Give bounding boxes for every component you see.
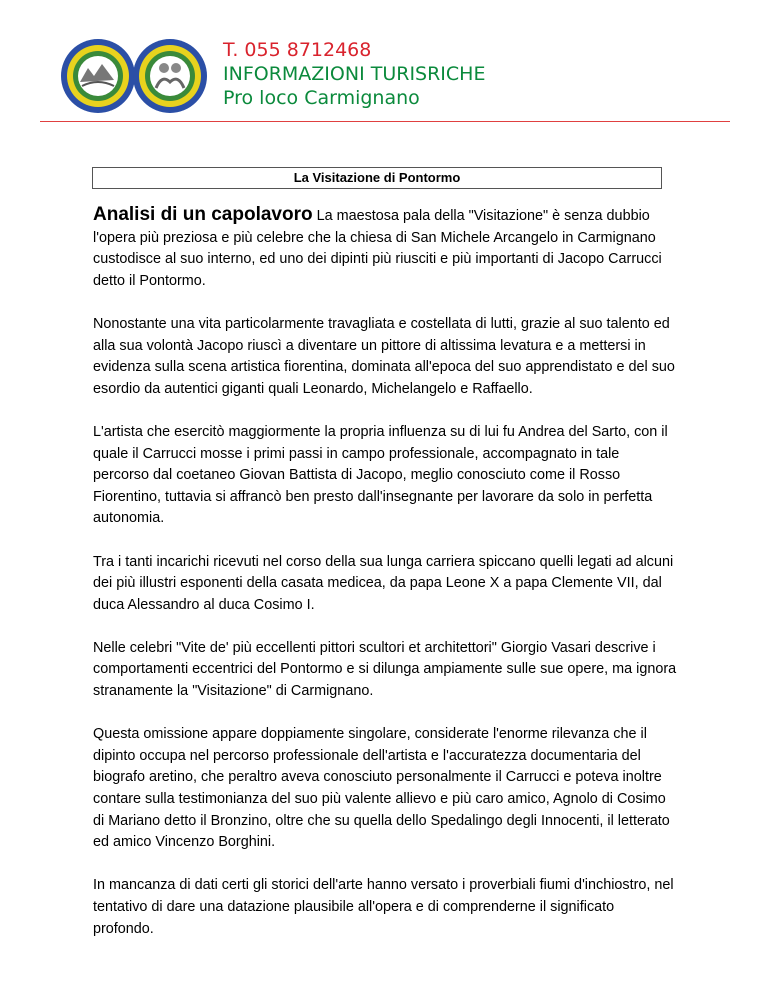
article-paragraph: Nonostante una vita particolarmente travagliata e costellata di lutti, grazie al suo talento ed alla sua volontà Jacopo riuscì a diventare un pittore di altissima levatura e a mettersi in evidenza sulla scena artistica fiorentina, dominata all'epoca del suo apprendistato e del suo esordio da autentici giganti quali Leonardo, Michelangelo e Raffaello. xyxy=(93,315,675,397)
pro-loco-logo-icon xyxy=(58,36,218,116)
page-title: La Visitazione di Pontormo xyxy=(92,167,662,189)
page-header xyxy=(0,0,768,125)
intro-text: La maestosa pala della "Visitazione" è senza dubbio l'opera più preziosa e più celebre che la chiesa di San Michele Arcangelo in Carmignano custodisce al suo interno, ed uno dei dipinti più riusciti e più importanti di Jacopo Carrucci detto il Pontormo. xyxy=(93,208,662,289)
phone-number: T. 055 8712468 xyxy=(223,39,372,61)
article-body xyxy=(93,204,678,962)
article-heading: Analisi di un capolavoro xyxy=(93,204,313,225)
article-paragraph: Nelle celebri "Vite de' più eccellenti pittori scultori et architettori" Giorgio Vasari descrive i comportamenti eccentrici del Pontormo e si dilunga ampiamente sulle sue opere, ma ignora stranamente la "Visitazione" di Carmignano. xyxy=(93,639,677,700)
article-paragraph: Tra i tanti incarichi ricevuti nel corso della sua lunga carriera spiccano quelli legati ad alcuni dei più illustri esponenti della casata medicea, da papa Leone X a papa Clemente VII, dal duca Alessandro al duca Cosimo I. xyxy=(93,553,674,613)
article-intro-paragraph xyxy=(93,204,678,292)
contact-block xyxy=(223,38,485,110)
article-paragraph: Questa omissione appare doppiamente singolare, considerate l'enorme rilevanza che il dipinto occupa nel percorso professionale dell'artista e l'accuratezza documentaria del biografo aretino, che peraltro aveva conosciuto personalmente il Carrucci e poteva inoltre contare sulla testimonianza del suo più valente allievo e più caro amico, Agnolo di Cosimo di Mariano detto il Bronzino, oltre che su quella dello Spedalingo degli Innocenti, il letterato ed amico Vincenzo Borghini. xyxy=(93,726,670,851)
article-paragraph: In mancanza di dati certi gli storici dell'arte hanno versato i proverbiali fiumi d'inchiostro, nel tentativo di dare una datazione plausibile all'opera e di comprenderne il significato profondo. xyxy=(93,877,674,937)
tourist-info-label: INFORMAZIONI TURISRICHE xyxy=(223,63,486,85)
organization-name: Pro loco Carmignano xyxy=(223,87,420,109)
header-divider xyxy=(40,121,730,122)
article-paragraph: L'artista che esercitò maggiormente la propria influenza su di lui fu Andrea del Sarto, con il quale il Carrucci mosse i primi passi in campo professionale, accompagnato in tale percorso dal coetaneo Giovan Battista di Jacopo, meglio conosciuto come il Rosso Fiorentino, tuttavia si affrancò ben presto dall'insegnante per lavorare da solo in perfetta autonomia. xyxy=(93,423,668,527)
